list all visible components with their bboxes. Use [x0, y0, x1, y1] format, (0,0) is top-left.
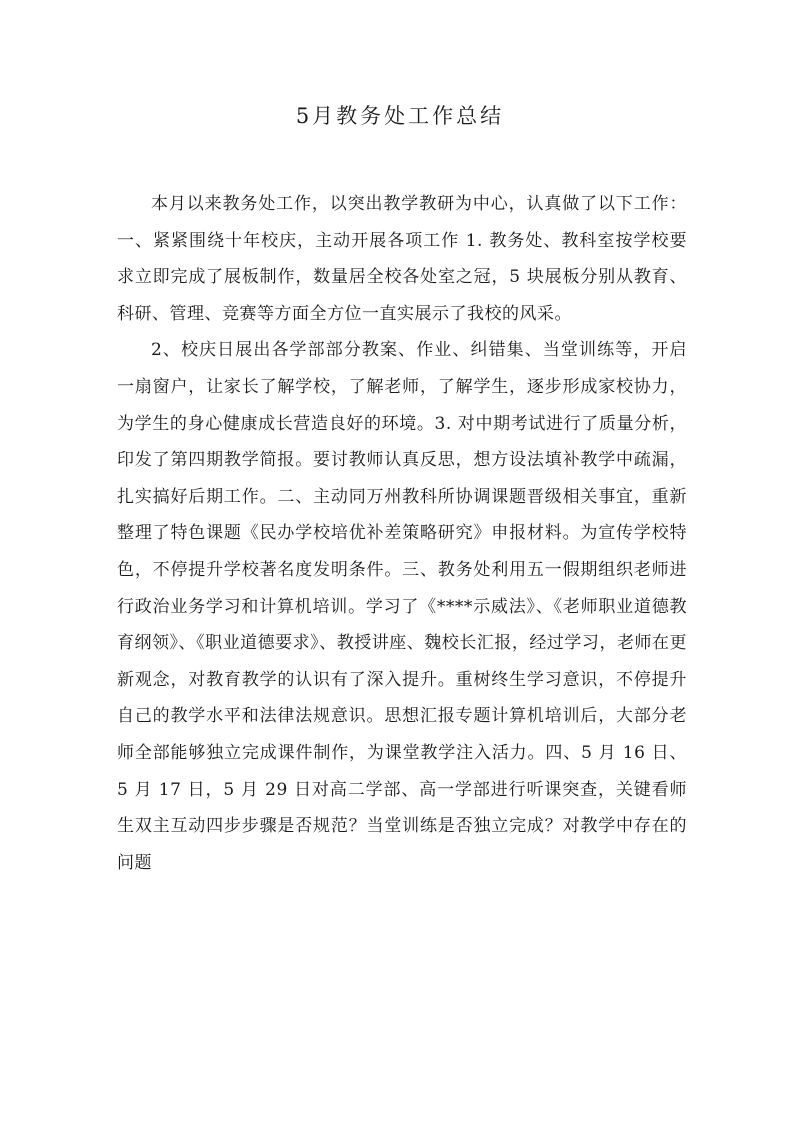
paragraph-2: 2、校庆日展出各学部部分教案、作业、纠错集、当堂训练等，开启一扇窗户，让家长了解学校，了解老师，了解学生，逐步形成家校协力，为学生的身心健康成长营造良好的环境。3. 对中期考试进行了质量分析，印发了第四期教学简报。要讨教师认真反思，想方设法填补教学中疏漏，扎实搞好后期工作。二、主动同万州教科所协调课题晋级相关事宜，重新整理了特色课题《民办学校培优补差策略研究》申报材料。为宣传学校特色，不停提升学校著名度发明条件。三、教务处利用五一假期组织老师进行政治业务学习和计算机培训。学习了《****示威法》、《老师职业道德教育纲领》、《职业道德要求》、教授讲座、魏校长汇报，经过学习，老师在更新观念，对教育教学的认识有了深入提升。重树终生学习意识，不停提升自己的教学水平和法律法规意识。思想汇报专题计算机培训后，大部分老师全部能够独立完成课件制作，为课堂教学注入活力。四、5 月 16 日、5 月 17 日，5 月 29 日对高二学部、高一学部进行听课突查，关键看师生双主互动四步步骤是否规范？当堂训练是否独立完成？对教学中存在的问题	[117, 340, 687, 873]
document-body	[117, 186, 687, 881]
document-title: 5月教务处工作总结	[295, 104, 505, 128]
paragraph-1: 本月以来教务处工作，以突出教学教研为中心，认真做了以下工作：一、紧紧围绕十年校庆，主动开展各项工作 1. 教务处、教科室按学校要求立即完成了展板制作，数量居全校各处室之冠，5 块展板分别从教育、科研、管理、竞赛等方面全方位一直实展示了我校的风采。	[117, 194, 687, 324]
